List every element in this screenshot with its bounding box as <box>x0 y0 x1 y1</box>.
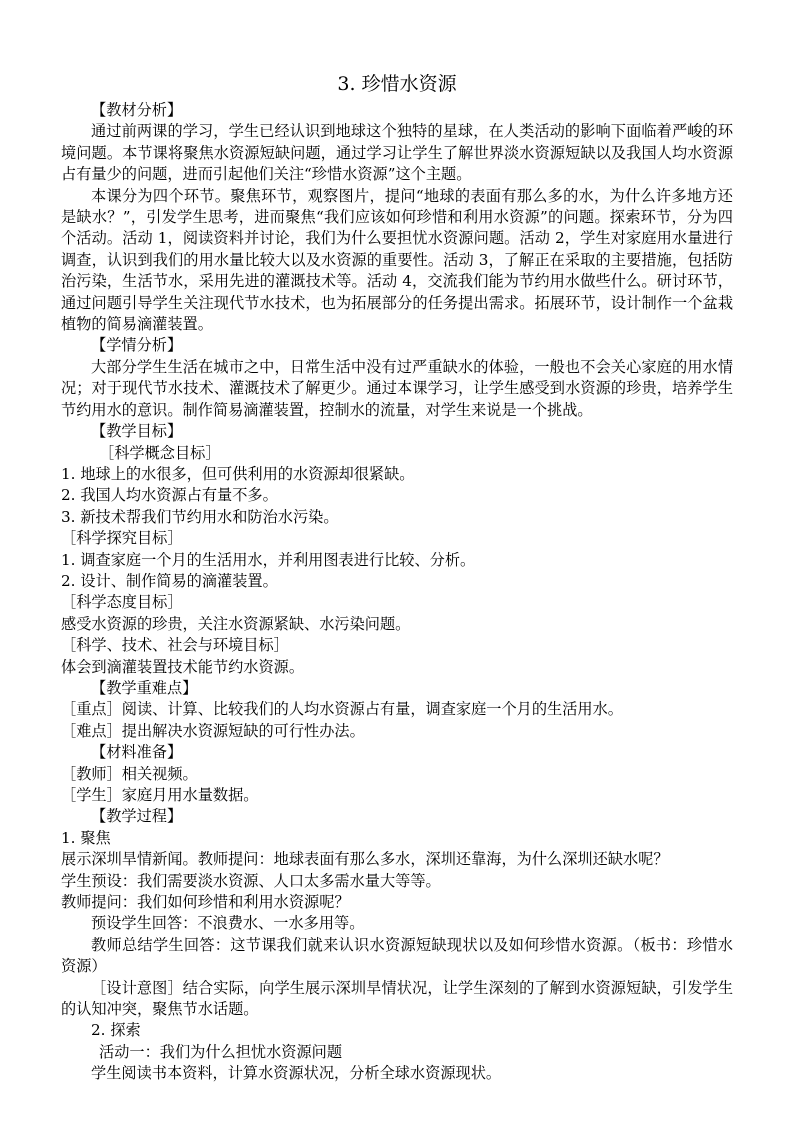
list-item: 感受水资源的珍贵，关注水资源紧缺、水污染问题。 <box>61 614 411 633</box>
subheading-concept: ［科学概念目标］ <box>99 443 221 462</box>
section-heading-key-points: 【教学重难点】 <box>91 678 198 697</box>
activity-title: 活动一：我们为什么担忧水资源问题 <box>99 1042 342 1061</box>
paragraph: 教师总结学生回答：这节课我们就来认识水资源短缺现状以及如何珍惜水资源。（板书：珍惜水资源） <box>61 935 733 976</box>
step-title: 2. 探索 <box>91 1021 141 1040</box>
subheading-inquiry: ［科学探究目标］ <box>61 529 183 548</box>
step-title: 1. 聚焦 <box>61 828 111 847</box>
list-item: ［重点］阅读、计算、比较我们的人均水资源占有量，调查家庭一个月的生活用水。 <box>61 700 623 719</box>
paragraph: 大部分学生生活在城市之中，日常生活中没有过严重缺水的体验，一般也不会关心家庭的用水情况；对于现代节水技术、灌溉技术了解更少。通过本课学习，让学生感受到水资源的珍贵，培养学生节约用水的意识。制作简易滴灌装置，控制水的流量，对学生来说是一个挑战。 <box>61 357 733 419</box>
paragraph: ［设计意图］结合实际，向学生展示深圳旱情状况，让学生深刻的了解到水资源短缺，引发学生的认知冲突，聚焦节水话题。 <box>61 978 733 1019</box>
document-body <box>61 100 733 1085</box>
subheading-sts: ［科学、技术、社会与环境目标］ <box>61 636 289 655</box>
section-heading-process: 【教学过程】 <box>91 807 183 826</box>
paragraph: 学生预设：我们需要淡水资源、人口太多需水量大等等。 <box>61 871 441 890</box>
paragraph: 学生阅读书本资料，计算水资源状况，分析全球水资源现状。 <box>91 1064 502 1083</box>
section-heading-textbook: 【教材分析】 <box>91 101 183 119</box>
paragraph: 通过前两课的学习，学生已经认识到地球这个独特的星球，在人类活动的影响下面临着严峻的环境问题。本节课将聚焦水资源短缺问题，通过学习让学生了解世界淡水资源短缺以及我国人均水资源占有量少的问题，进而引起他们关注“珍惜水资源”这个主题。 <box>61 122 733 184</box>
section-heading-goals: 【教学目标】 <box>91 422 183 441</box>
list-item: 2. 设计、制作简易的滴灌装置。 <box>61 571 278 590</box>
subheading-attitude: ［科学态度目标］ <box>61 593 183 612</box>
paragraph: 展示深圳旱情新闻。教师提问：地球表面有那么多水，深圳还靠海，为什么深圳还缺水呢？ <box>61 850 669 869</box>
paragraph: 本课分为四个环节。聚焦环节，观察图片，提问“地球的表面有那么多的水，为什么许多地方还是缺水？”，引发学生思考，进而聚焦“我们应该如何珍惜和利用水资源”的问题。探索环节，分为四个活动。活动 1，阅读资料并讨论，我们为什么要担忧水资源问题。活动 2，学生对家庭用水量进行调查，认识到我们的用水量比较大以及水资源的重要性。活动 3，了解正在采取的主要措施，包括防治污染，生活节水，采用先进的灌溉技术等。活动 4，交流我们能为节约用水做些什么。研讨环节，通过问题引导学生关注现代节水技术，也为拓展部分的任务提出需求。拓展环节，设计制作一个盆栽植物的简易滴灌装置。 <box>61 186 733 334</box>
list-item: 2. 我国人均水资源占有量不多。 <box>61 486 278 505</box>
document-title: 3. 珍惜水资源 <box>337 73 457 95</box>
list-item: 1. 调查家庭一个月的生活用水，并利用图表进行比较、分析。 <box>61 550 476 569</box>
list-item: 3. 新技术帮我们节约用水和防治水污染。 <box>61 507 339 526</box>
paragraph: 教师提问：我们如何珍惜和利用水资源呢？ <box>61 893 350 912</box>
list-item: 1. 地球上的水很多，但可供利用的水资源却很紧缺。 <box>61 464 415 483</box>
list-item: ［教师］相关视频。 <box>61 764 198 783</box>
list-item: 体会到滴灌装置技术能节约水资源。 <box>61 657 304 676</box>
section-heading-students: 【学情分析】 <box>91 336 183 355</box>
list-item: ［难点］提出解决水资源短缺的可行性办法。 <box>61 721 365 740</box>
list-item: ［学生］家庭月用水量数据。 <box>61 786 259 804</box>
section-heading-materials: 【材料准备】 <box>91 743 183 762</box>
paragraph: 预设学生回答：不浪费水、一水多用等。 <box>91 914 365 933</box>
